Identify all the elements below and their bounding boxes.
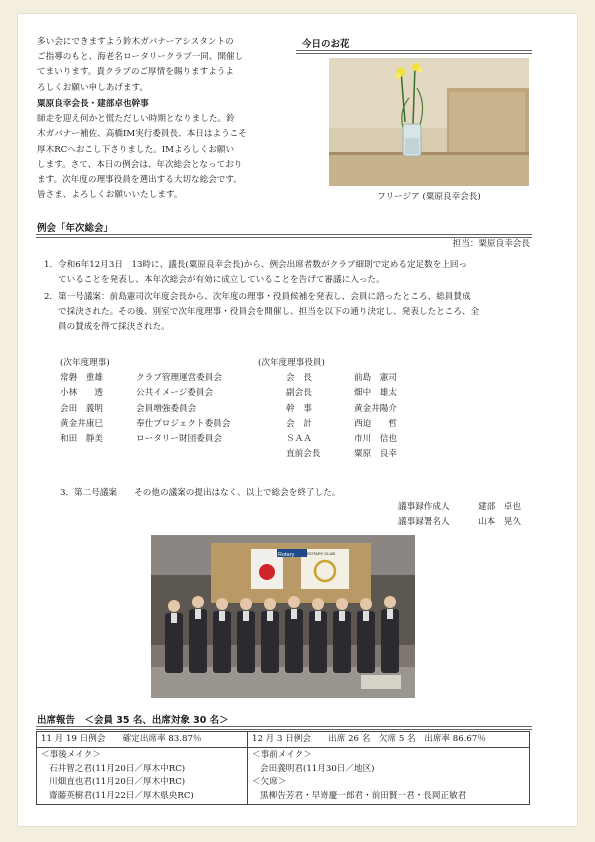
director-role: 公共イメージ委員会 bbox=[136, 388, 214, 399]
officer-role: 幹 事 bbox=[286, 403, 312, 414]
banner-club-text: ROTARY CLUB bbox=[307, 551, 336, 556]
director-name: 常磐 重雄 bbox=[60, 373, 103, 384]
attendance-right-header: 12 月 3 日例会 出席 26 名 欠席 5 名 出席率 86.67％ bbox=[248, 732, 530, 748]
officer-role: 副会長 bbox=[286, 388, 312, 399]
director-row bbox=[60, 386, 280, 401]
attendance-table bbox=[36, 731, 530, 805]
secretary-message bbox=[37, 97, 287, 203]
item-1-line: 1．令和6年12月3日 13時に、議長(粟原良幸会長)から、例会出席者数がクラブ細則で定める定足数を上回っ bbox=[44, 260, 468, 270]
secretary-line: ます。次年度の理事役員を選出する大切な総会です。 bbox=[37, 175, 242, 186]
officer-name: 市川 信也 bbox=[354, 434, 397, 445]
secretary-line: 皆さま、よろしくお願いいたします。 bbox=[37, 190, 183, 201]
intro-line: てまいります。貴クラブのご厚情を賜りますようよ bbox=[37, 67, 234, 78]
officer-name: 黄金井陽介 bbox=[354, 403, 397, 414]
minutes-signatures bbox=[398, 500, 538, 530]
meeting-item-3: 3．第二号議案 その他の議案の提出はなく、以上で総会を終了した。 bbox=[60, 488, 341, 498]
makeup-item: 齋藤英樹君(11月22日／厚木県央RC) bbox=[49, 790, 194, 801]
makeup-item: 川畑直也君(11月20日／厚木中RC) bbox=[49, 777, 186, 788]
secretary-heading: 粟原良幸会長・建部卓也幹事 bbox=[37, 99, 149, 109]
minutes-row bbox=[398, 500, 538, 515]
item-2-line: 2．第一号議案：前島憲司次年度会長から、次年度の理事・役員候補を発表し、会員に諮ったところ、総員賛成 bbox=[44, 292, 471, 302]
director-name: 会田 義明 bbox=[60, 403, 103, 414]
makeup-item: 石井智之君(11月20日／厚木中RC) bbox=[49, 763, 186, 774]
director-row bbox=[60, 402, 280, 417]
secretary-line: します。さて、本日の例会は、年次総会となっており bbox=[37, 159, 243, 170]
officer-row bbox=[258, 432, 438, 447]
makeup-item: 会田義明君(11月30日／地区) bbox=[260, 763, 375, 774]
flower-heading-rule bbox=[296, 50, 532, 54]
meeting-item-2 bbox=[44, 290, 534, 336]
officer-row bbox=[258, 447, 438, 462]
group-photo-image bbox=[151, 535, 415, 698]
secretary-line: 木ガバナー補佐、高橋IM実行委員長、本日はようこそ bbox=[37, 129, 247, 140]
intro-line: ご指導のもと、海老名ロータリークラブ一同、開催し bbox=[37, 52, 244, 63]
director-name: 小林 透 bbox=[60, 388, 103, 399]
officer-row bbox=[258, 402, 438, 417]
attendance-heading: 出席報告 ＜会員 35 名、出席対象 30 名＞ bbox=[37, 715, 229, 726]
director-row bbox=[60, 417, 280, 432]
item-1-line: ていることを発表し、本年次総会が有効に成立していることを告げて審議に入った。 bbox=[58, 275, 385, 286]
director-row bbox=[60, 371, 280, 386]
officer-name: 西迫 哲 bbox=[354, 418, 397, 429]
director-role: ロータリー財団委員会 bbox=[136, 434, 222, 445]
director-role: クラブ管理運営委員会 bbox=[136, 373, 222, 384]
officer-name: 畑中 雄太 bbox=[354, 388, 397, 399]
officer-row bbox=[258, 386, 438, 401]
officer-role: ＳＡＡ bbox=[286, 434, 312, 445]
secretary-line: 厚木RCへおこし下さりました。IMよろしくお願い bbox=[37, 144, 235, 155]
director-name: 黄金井康巳 bbox=[60, 418, 103, 429]
freesia-vase-image bbox=[329, 58, 529, 186]
meeting-charge: 担当：粟原良幸会長 bbox=[452, 239, 530, 249]
directors-list bbox=[60, 356, 280, 447]
minutes-label: 議事録署名人 bbox=[398, 517, 450, 528]
minutes-name: 建部 卓也 bbox=[478, 502, 521, 512]
item-2-line: 員の賛成を得て採決された。 bbox=[58, 322, 170, 333]
director-row bbox=[60, 432, 280, 447]
minutes-label: 議事録作成人 bbox=[398, 502, 450, 512]
intro-line: 多い会にできますよう鈴木ガバナーアシスタントの bbox=[37, 37, 234, 47]
flower-heading: 今日のお花 bbox=[302, 39, 350, 50]
secretary-line: 師走を迎え何かと慌ただしい時期となりました。鈴 bbox=[37, 114, 235, 125]
minutes-row bbox=[398, 515, 538, 530]
officer-name: 前島 憲司 bbox=[354, 373, 397, 384]
makeup-after-label: ＜事後メイク＞ bbox=[41, 750, 101, 761]
officer-row bbox=[258, 371, 438, 386]
officer-name: 粟原 良幸 bbox=[354, 449, 397, 460]
meeting-item-1 bbox=[44, 258, 534, 288]
makeup-before-label: ＜事前メイク＞ bbox=[252, 750, 312, 761]
absent-label: ＜欠席＞ bbox=[252, 777, 287, 788]
minutes-name: 山本 晃久 bbox=[478, 517, 521, 528]
officer-role: 会 長 bbox=[286, 373, 312, 384]
attendance-right-body bbox=[248, 748, 530, 805]
directors-title: (次年度理事) bbox=[60, 358, 110, 368]
attendance-header-row bbox=[37, 732, 530, 748]
attendance-left-header: 11 月 19 日例会 確定出席率 83.87％ bbox=[37, 732, 248, 748]
director-name: 和田 靜美 bbox=[60, 434, 103, 445]
flower-photo bbox=[329, 58, 529, 186]
director-role: 会員増強委員会 bbox=[136, 403, 197, 414]
banner-rotary-text: Rotary bbox=[278, 552, 295, 558]
intro-paragraph bbox=[37, 35, 287, 96]
officers-title: (次年度理事役員) bbox=[258, 358, 325, 368]
flower-caption: フリージア (粟原良幸会長) bbox=[377, 192, 481, 202]
intro-line: ろしくお願い申しあげます。 bbox=[37, 82, 149, 93]
attendance-left-body bbox=[37, 748, 248, 805]
group-photo bbox=[151, 535, 415, 698]
officer-role: 会 計 bbox=[286, 418, 312, 429]
absent-list: 黒柳告芳君・早嵜慶一郎君・前田賢一君・長岡正敏君 bbox=[260, 790, 467, 801]
director-role: 奉仕プロジェクト委員会 bbox=[136, 418, 231, 429]
officer-row bbox=[258, 417, 438, 432]
meeting-heading: 例会「年次総会」 bbox=[37, 223, 114, 234]
attendance-body-row bbox=[37, 748, 530, 805]
officers-list bbox=[258, 356, 438, 462]
item-2-line: で採決された。その後、別室で次年度理事・役員会を開催し、担当を以下の通り決定し、発表したところ、全 bbox=[58, 307, 480, 318]
officer-role: 直前会長 bbox=[286, 449, 321, 460]
attendance-heading-rule bbox=[36, 726, 532, 730]
